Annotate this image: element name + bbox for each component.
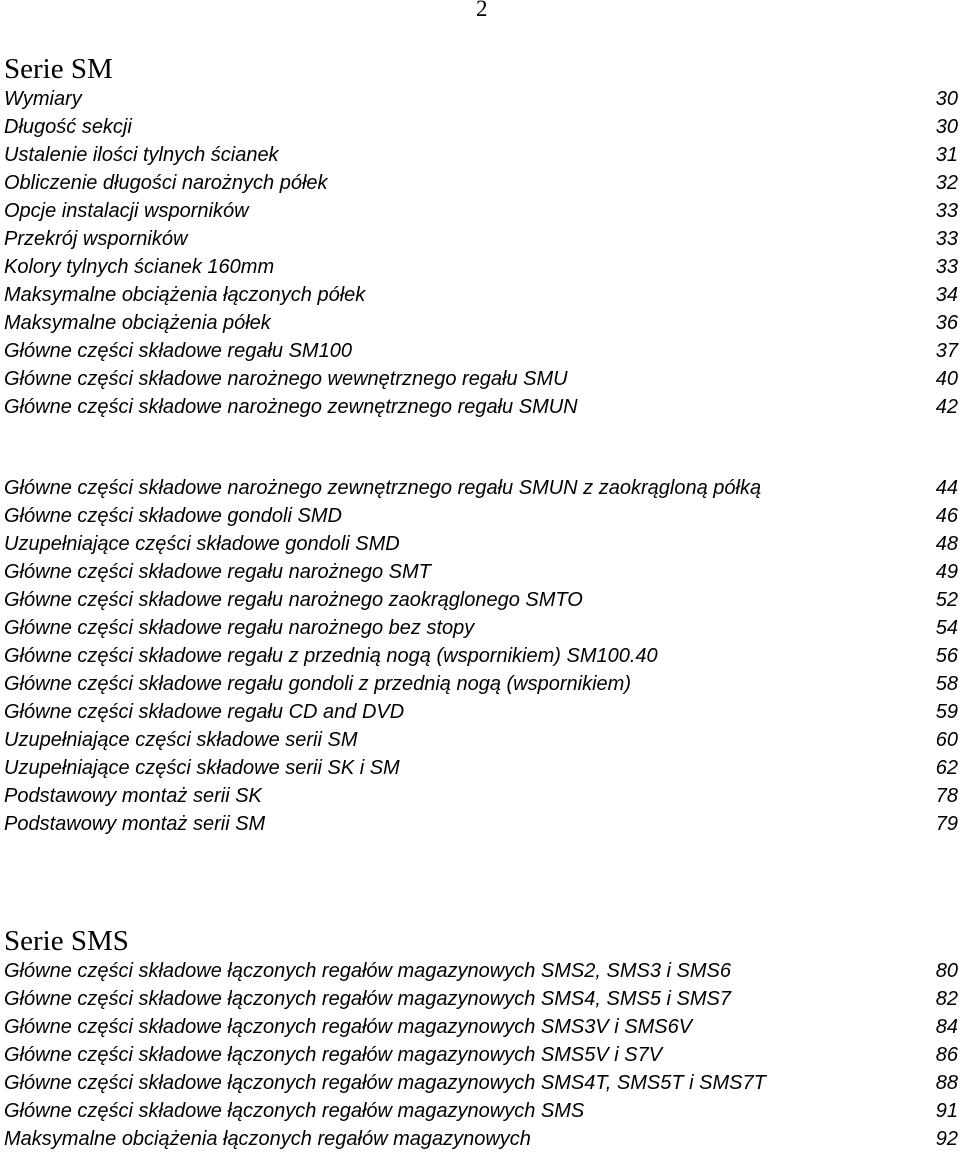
toc-entry[interactable] [4,782,958,810]
toc-entry[interactable] [4,502,958,530]
toc-entry-title: Maksymalne obciążenia łączonych regałów magazynowych [4,1128,531,1150]
toc-entry-page: 37 [935,340,958,362]
toc-entry[interactable] [4,558,958,586]
toc-entry-title: Główne części składowe łączonych regałów magazynowych SMS4T, SMS5T i SMS7T [4,1072,766,1094]
toc-entry-page: 33 [935,228,958,250]
toc-entry[interactable] [4,614,958,642]
toc-entry-title: Główne części składowe narożnego wewnętrznego regału SMU [4,368,568,390]
toc-entry[interactable] [4,365,958,393]
section-serie-sms [4,925,958,1153]
toc-entry[interactable] [4,1125,958,1153]
toc-entry-title: Główne części składowe regału CD and DVD [4,701,405,723]
toc-entry[interactable] [4,85,958,113]
toc-entry-page: 34 [935,284,958,306]
toc-entry[interactable] [4,309,958,337]
toc-entry[interactable] [4,957,958,985]
toc-entry[interactable] [4,586,958,614]
toc-entry-title: Podstawowy montaż serii SM [4,813,266,835]
toc-entry-title: Przekrój wsporników [4,228,188,250]
toc-entry-page: 49 [935,561,958,583]
toc-entry-title: Główne części składowe łączonych regałów magazynowych SMS5V i S7V [4,1044,663,1066]
toc-entry-title: Główne części składowe regału SM100 [4,340,352,362]
toc-entry-page: 88 [935,1072,958,1094]
toc-entry[interactable] [4,754,958,782]
section-heading: Serie SMS [4,925,129,957]
toc-entry[interactable] [4,337,958,365]
toc-entry-page: 84 [935,1016,958,1038]
section-serie-sm [4,53,958,838]
toc-entry-title: Uzupełniające części składowe serii SM [4,729,358,751]
toc-entry-page: 79 [935,813,958,835]
group-spacer [4,421,958,474]
toc-entry[interactable] [4,726,958,754]
toc-entry-page: 91 [935,1100,958,1122]
toc-entry-title: Główne części składowe regału gondoli z przednią nogą (wspornikiem) [4,673,631,695]
toc-entry-page: 78 [935,785,958,807]
toc-entry-page: 62 [935,757,958,779]
toc-entry-title: Główne części składowe regału z przednią nogą (wspornikiem) SM100.40 [4,645,658,667]
toc-entry-title: Kolory tylnych ścianek 160mm [4,256,275,278]
toc-entry-title: Główne części składowe regału narożnego SMT [4,561,431,583]
toc-entry-title: Główne części składowe regału narożnego bez stopy [4,617,475,639]
toc-entry-title: Opcje instalacji wsporników [4,200,249,222]
toc-entry-page: 54 [935,617,958,639]
toc-entry-title: Obliczenie długości narożnych półek [4,172,328,194]
toc-entry-page: 31 [935,144,958,166]
toc-entry-title: Podstawowy montaż serii SK [4,785,262,807]
toc-entry-title: Główne części składowe narożnego zewnętrznego regału SMUN z zaokrągloną półką [4,477,762,499]
toc-entry-title: Główne części składowe łączonych regałów magazynowych SMS3V i SMS6V [4,1016,693,1038]
toc-entry[interactable] [4,169,958,197]
toc-entry-title: Główne części składowe gondoli SMD [4,505,342,527]
toc-entry-title: Uzupełniające części składowe gondoli SMD [4,533,400,555]
toc-entry-page: 56 [935,645,958,667]
toc-entry-page: 42 [935,396,958,418]
toc-entry[interactable] [4,281,958,309]
toc-entry-page: 59 [935,701,958,723]
toc-entry-page: 86 [935,1044,958,1066]
section-heading: Serie SM [4,53,113,85]
toc-group [4,957,958,1153]
toc-entry[interactable] [4,474,958,502]
toc-entry[interactable] [4,642,958,670]
toc-entry-page: 60 [935,729,958,751]
toc-group [4,85,958,421]
toc-entry[interactable] [4,225,958,253]
toc-entry-page: 80 [935,960,958,982]
toc-entry[interactable] [4,670,958,698]
toc-entry[interactable] [4,1097,958,1125]
toc-entry-page: 58 [935,673,958,695]
toc-entry[interactable] [4,1041,958,1069]
toc-entry[interactable] [4,810,958,838]
toc-entry-page: 33 [935,200,958,222]
toc-entry-page: 36 [935,312,958,334]
toc-entry-page: 30 [935,88,958,110]
toc-group [4,474,958,838]
toc-entry-title: Maksymalne obciążenia półek [4,312,271,334]
toc-entry-title: Maksymalne obciążenia łączonych półek [4,284,366,306]
toc-entry-title: Długość sekcji [4,116,132,138]
toc-entry-page: 40 [935,368,958,390]
toc-entry[interactable] [4,253,958,281]
toc-entry[interactable] [4,1069,958,1097]
toc-entry[interactable] [4,393,958,421]
toc-entry-page: 92 [935,1128,958,1150]
toc-entry-page: 52 [935,589,958,611]
toc-entry-page: 82 [935,988,958,1010]
toc-entry-page: 44 [935,477,958,499]
toc-entry-page: 33 [935,256,958,278]
toc-entry-page: 32 [935,172,958,194]
toc-entry-page: 30 [935,116,958,138]
toc-entry[interactable] [4,985,958,1013]
toc-entry[interactable] [4,698,958,726]
toc-entry-title: Wymiary [4,88,82,110]
toc-entry-title: Główne części składowe łączonych regałów magazynowych SMS4, SMS5 i SMS7 [4,988,731,1010]
toc-entry-page: 48 [935,533,958,555]
toc-entry[interactable] [4,113,958,141]
toc-entry[interactable] [4,530,958,558]
toc-entry-title: Główne części składowe łączonych regałów magazynowych SMS2, SMS3 i SMS6 [4,960,731,982]
toc-entry[interactable] [4,197,958,225]
page-number: 2 [476,0,488,21]
toc-entry-page: 46 [935,505,958,527]
toc-entry-title: Uzupełniające części składowe serii SK i SM [4,757,400,779]
toc-entry-title: Główne części składowe łączonych regałów magazynowych SMS [4,1100,585,1122]
toc-entry[interactable] [4,141,958,169]
toc-entry[interactable] [4,1013,958,1041]
toc-entry-title: Główne części składowe narożnego zewnętrznego regału SMUN [4,396,578,418]
toc-entry-title: Główne części składowe regału narożnego zaokrąglonego SMTO [4,589,583,611]
toc-entry-title: Ustalenie ilości tylnych ścianek [4,144,279,166]
